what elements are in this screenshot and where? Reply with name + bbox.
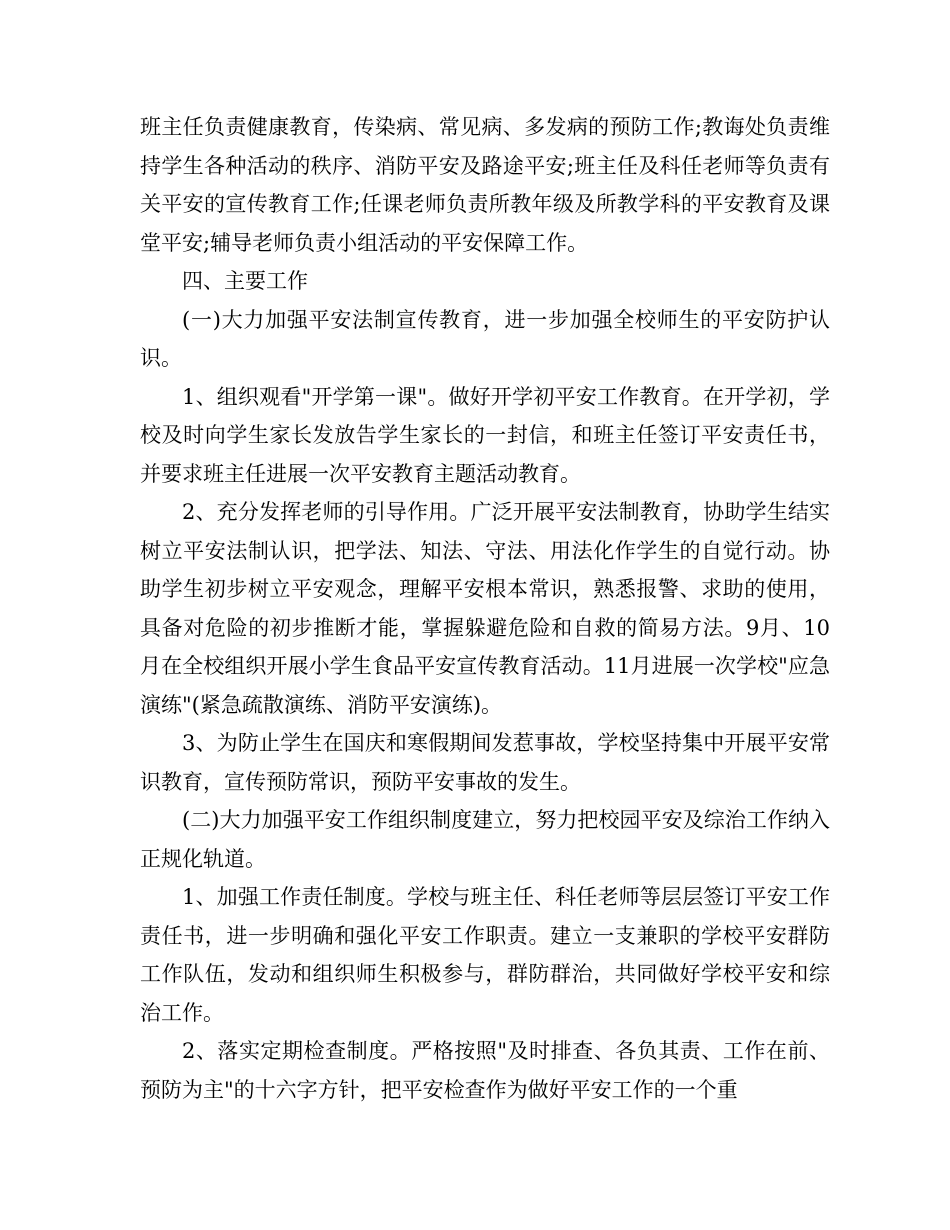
subsection-heading-legal-education: (一)大力加强平安法制宣传教育，进一步加强全校师生的平安防护认识。 <box>140 307 830 370</box>
paragraph-item-responsibility-system: 1、加强工作责任制度。学校与班主任、科任老师等层层签订平安工作责任书，进一步明确和强化平安工作职责。建立一支兼职的学校平安群防工作队伍，发动和组织师生积极参与，群防群治，共同做好学校平安和综治工作。 <box>140 885 830 1025</box>
section-heading-main-work: 四、主要工作 <box>182 269 308 293</box>
paragraph-item-inspection-system: 2、落实定期检查制度。严格按照"及时排查、各负其责、工作在前、预防为主"的十六字方针，把平安检查作为做好平安工作的一个重 <box>140 1039 830 1102</box>
paragraph-item-teacher-guidance: 2、充分发挥老师的引导作用。广泛开展平安法制教育，协助学生结实树立平安法制认识，把学法、知法、守法、用法化作学生的自觉行动。协助学生初步树立平安观念，理解平安根本常识，熟悉报警、求助的使用，具备对危险的初步推断才能，掌握躲避危险和自救的简易方法。9月、10月在全校组织开展小学生食品平安宣传教育活动。11月进展一次学校"应急演练"(紧急疏散演练、消防平安演练)。 <box>140 500 830 717</box>
paragraph-intro: 班主任负责健康教育，传染病、常见病、多发病的预防工作;教诲处负责维持学生各种活动的秩序、消防平安及路途平安;班主任及科任老师等负责有关平安的宣传教育工作;任课老师负责所教年级及所教学科的平安教育及课堂平安;辅导老师负责小组活动的平安保障工作。 <box>140 115 830 255</box>
paragraph-item-first-lesson: 1、组织观看"开学第一课"。做好开学初平安工作教育。在开学初，学校及时向学生家长发放告学生家长的一封信，和班主任签订平安责任书，并要求班主任进展一次平安教育主题活动教育。 <box>140 384 830 486</box>
subsection-heading-organization-system: (二)大力加强平安工作组织制度建立，努力把校园平安及综治工作纳入正规化轨道。 <box>140 808 830 871</box>
paragraph-item-holiday-safety: 3、为防止学生在国庆和寒假期间发惹事故，学校坚持集中开展平安常识教育，宣传预防常识，预防平安事故的发生。 <box>140 731 830 794</box>
document-body <box>140 108 830 1109</box>
